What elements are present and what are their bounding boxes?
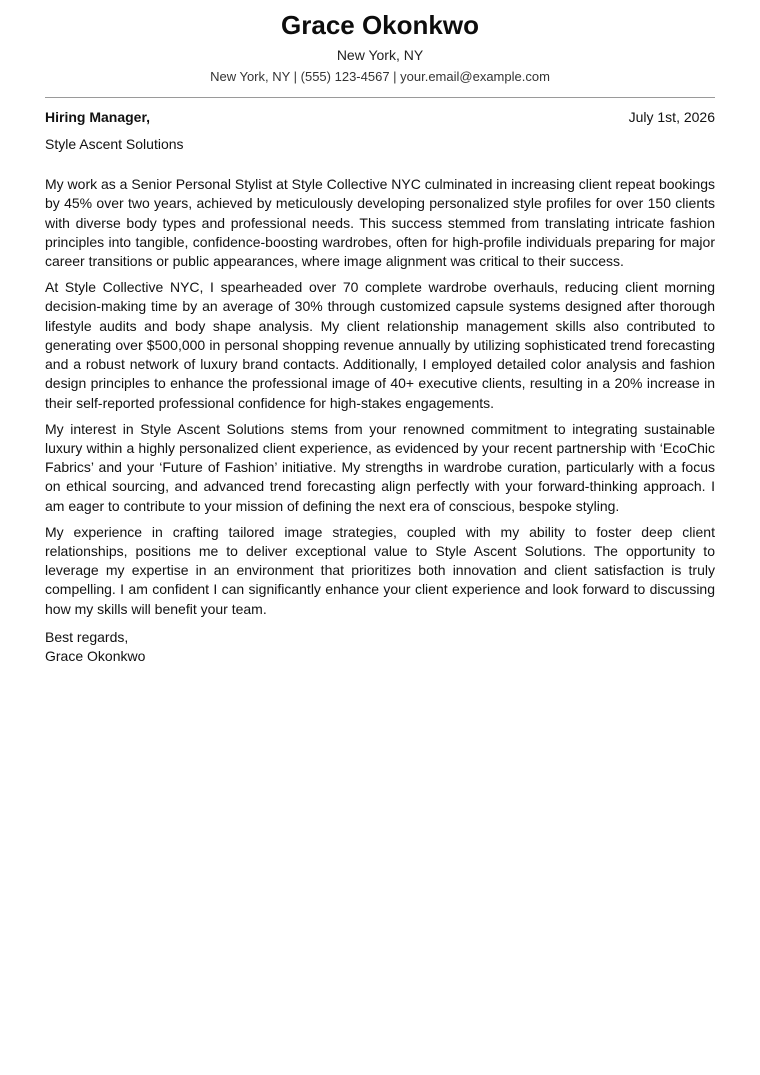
- letter-body: [45, 175, 715, 619]
- header-divider: [45, 97, 715, 98]
- contact-line: New York, NY | (555) 123-4567 | your.email@example.com: [210, 69, 550, 84]
- letter-date: July 1st, 2026: [628, 109, 715, 125]
- letter-closing: [45, 628, 715, 667]
- recipient-date-row: [45, 108, 715, 126]
- body-paragraph: My interest in Style Ascent Solutions stems from your renowned commitment to integrating sustainable luxury within a highly personalized client experience, as evidenced by your recent partnership with ‘EcoChic Fabrics’ and your ‘Future of Fashion’ initiative. My strengths in wardrobe curation, particularly with a focus on ethical sourcing, and advanced trend forecasting align perfectly with your forward-thinking approach. I am eager to contribute to your mission of defining the next era of conscious, bespoke styling.: [45, 420, 715, 514]
- recipient-salutation: Hiring Manager,: [45, 109, 151, 125]
- body-paragraph: My work as a Senior Personal Stylist at Style Collective NYC culminated in increasing client repeat bookings by 45% over two years, achieved by meticulously developing personalized style profiles for over 150 clients with diverse body types and professional needs. This success stemmed from translating intricate fashion principles into tangible, confidence-boosting wardrobes, often for high-profile individuals preparing for major career transitions or public appearances, where image alignment was critical to their success.: [45, 176, 715, 270]
- body-paragraph: At Style Collective NYC, I spearheaded over 70 complete wardrobe overhauls, reducing client morning decision-making time by an average of 30% through customized capsule systems designed after thorough lifestyle audits and body shape analysis. My client relationship management skills also contributed to generating over $500,000 in personal shopping revenue annually by utilizing sophisticated trend forecasting and a robust network of luxury brand contacts. Additionally, I employed detailed color analysis and fashion design principles to enhance the professional image of 40+ executive clients, resulting in a 20% increase in their self-reported professional confidence for high-stakes engagements.: [45, 278, 715, 411]
- letter-header: [45, 0, 715, 85]
- applicant-location: New York, NY: [336, 47, 424, 63]
- recipient-company: Style Ascent Solutions: [45, 136, 184, 152]
- body-paragraph: My experience in crafting tailored image strategies, coupled with my ability to foster deep client relationships, positions me to deliver exceptional value to Style Ascent Solutions. The opportunity to leverage my expertise in an environment that prioritizes both innovation and client satisfaction is truly compelling. I am confident I can significantly enhance your client experience and look forward to discussing how my skills will benefit your team.: [45, 523, 715, 617]
- signature-name: Grace Okonkwo: [45, 648, 146, 665]
- applicant-name: Grace Okonkwo: [281, 10, 479, 40]
- closing-phrase: Best regards,: [45, 629, 129, 646]
